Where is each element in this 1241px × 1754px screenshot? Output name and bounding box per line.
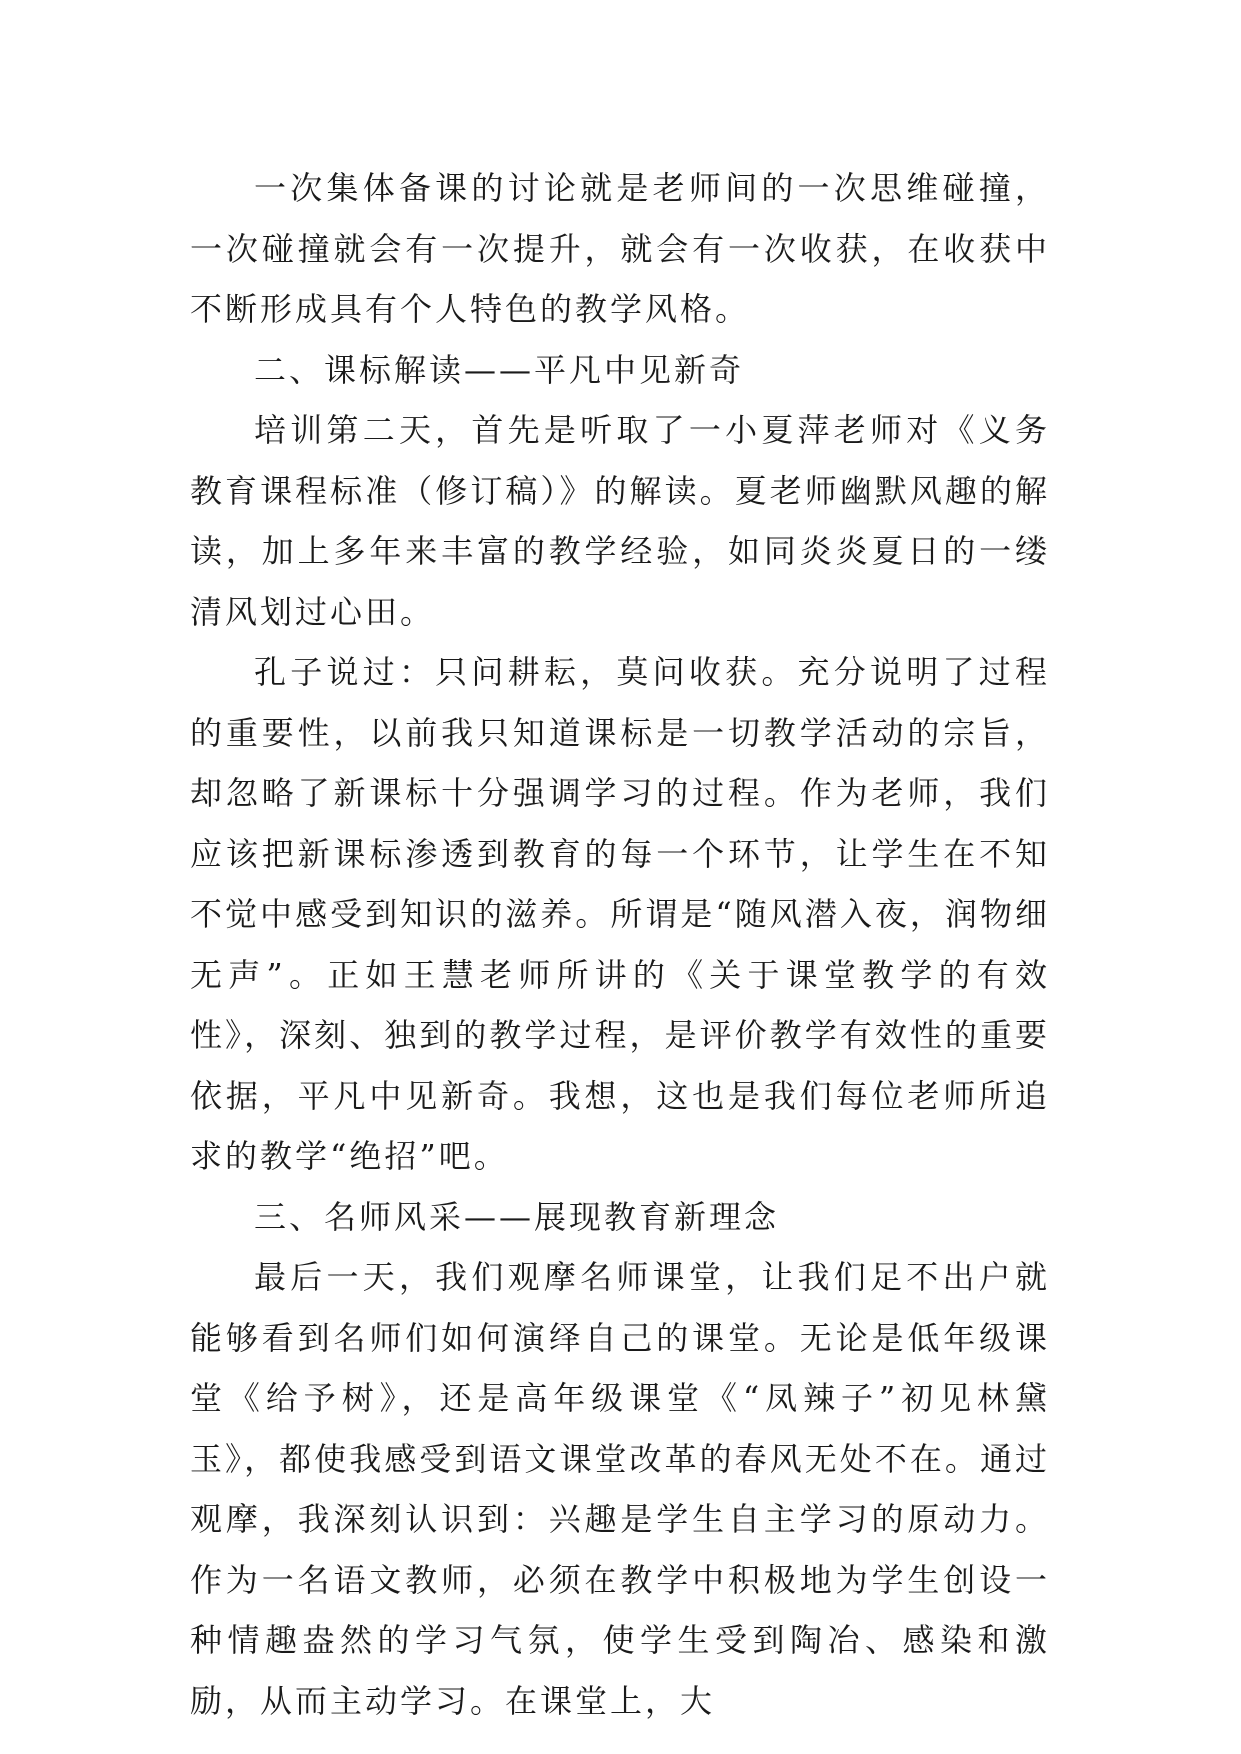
paragraph-confucius-process: 孔子说过：只问耕耘，莫问收获。充分说明了过程的重要性，以前我只知道课标是一切教学活动的宗旨，却忽略了新课标十分强调学习的过程。作为老师，我们应该把新课标渗透到教育的每一个环节，让学生在不知不觉中感受到知识的滋养。所谓是“随风潜入夜，润物细无声”。正如王慧老师所讲的《关于课堂教学的有效性》，深刻、独到的教学过程，是评价教学有效性的重要依据，平凡中见新奇。我想，这也是我们每位老师所追求的教学“绝招”吧。 — [190, 653, 1050, 1175]
section-heading-curriculum-reading: 二、课标解读——平凡中见新奇 — [254, 350, 745, 389]
document-page — [190, 158, 1050, 1731]
section-heading-famous-teachers: 三、名师风采——展现教育新理念 — [254, 1197, 780, 1236]
paragraph-second-day-training: 培训第二天，首先是听取了一小夏萍老师对《义务教育课程标准（修订稿）》的解读。夏老师幽默风趣的解读，加上多年来丰富的教学经验，如同炎炎夏日的一缕清风划过心田。 — [190, 411, 1050, 631]
paragraph-collective-lesson-prep: 一次集体备课的讨论就是老师间的一次思维碰撞，一次碰撞就会有一次提升，就会有一次收获，在收获中不断形成具有个人特色的教学风格。 — [190, 169, 1050, 328]
paragraph-last-day-observation: 最后一天，我们观摩名师课堂，让我们足不出户就能够看到名师们如何演绎自己的课堂。无论是低年级课堂《给予树》，还是高年级课堂《“凤辣子”初见林黛玉》，都使我感受到语文课堂改革的春风无处不在。通过观摩，我深刻认识到：兴趣是学生自主学习的原动力。作为一名语文教师，必须在教学中积极地为学生创设一种情趣盎然的学习气氛，使学生受到陶冶、感染和激励，从而主动学习。在课堂上，大 — [190, 1258, 1050, 1720]
